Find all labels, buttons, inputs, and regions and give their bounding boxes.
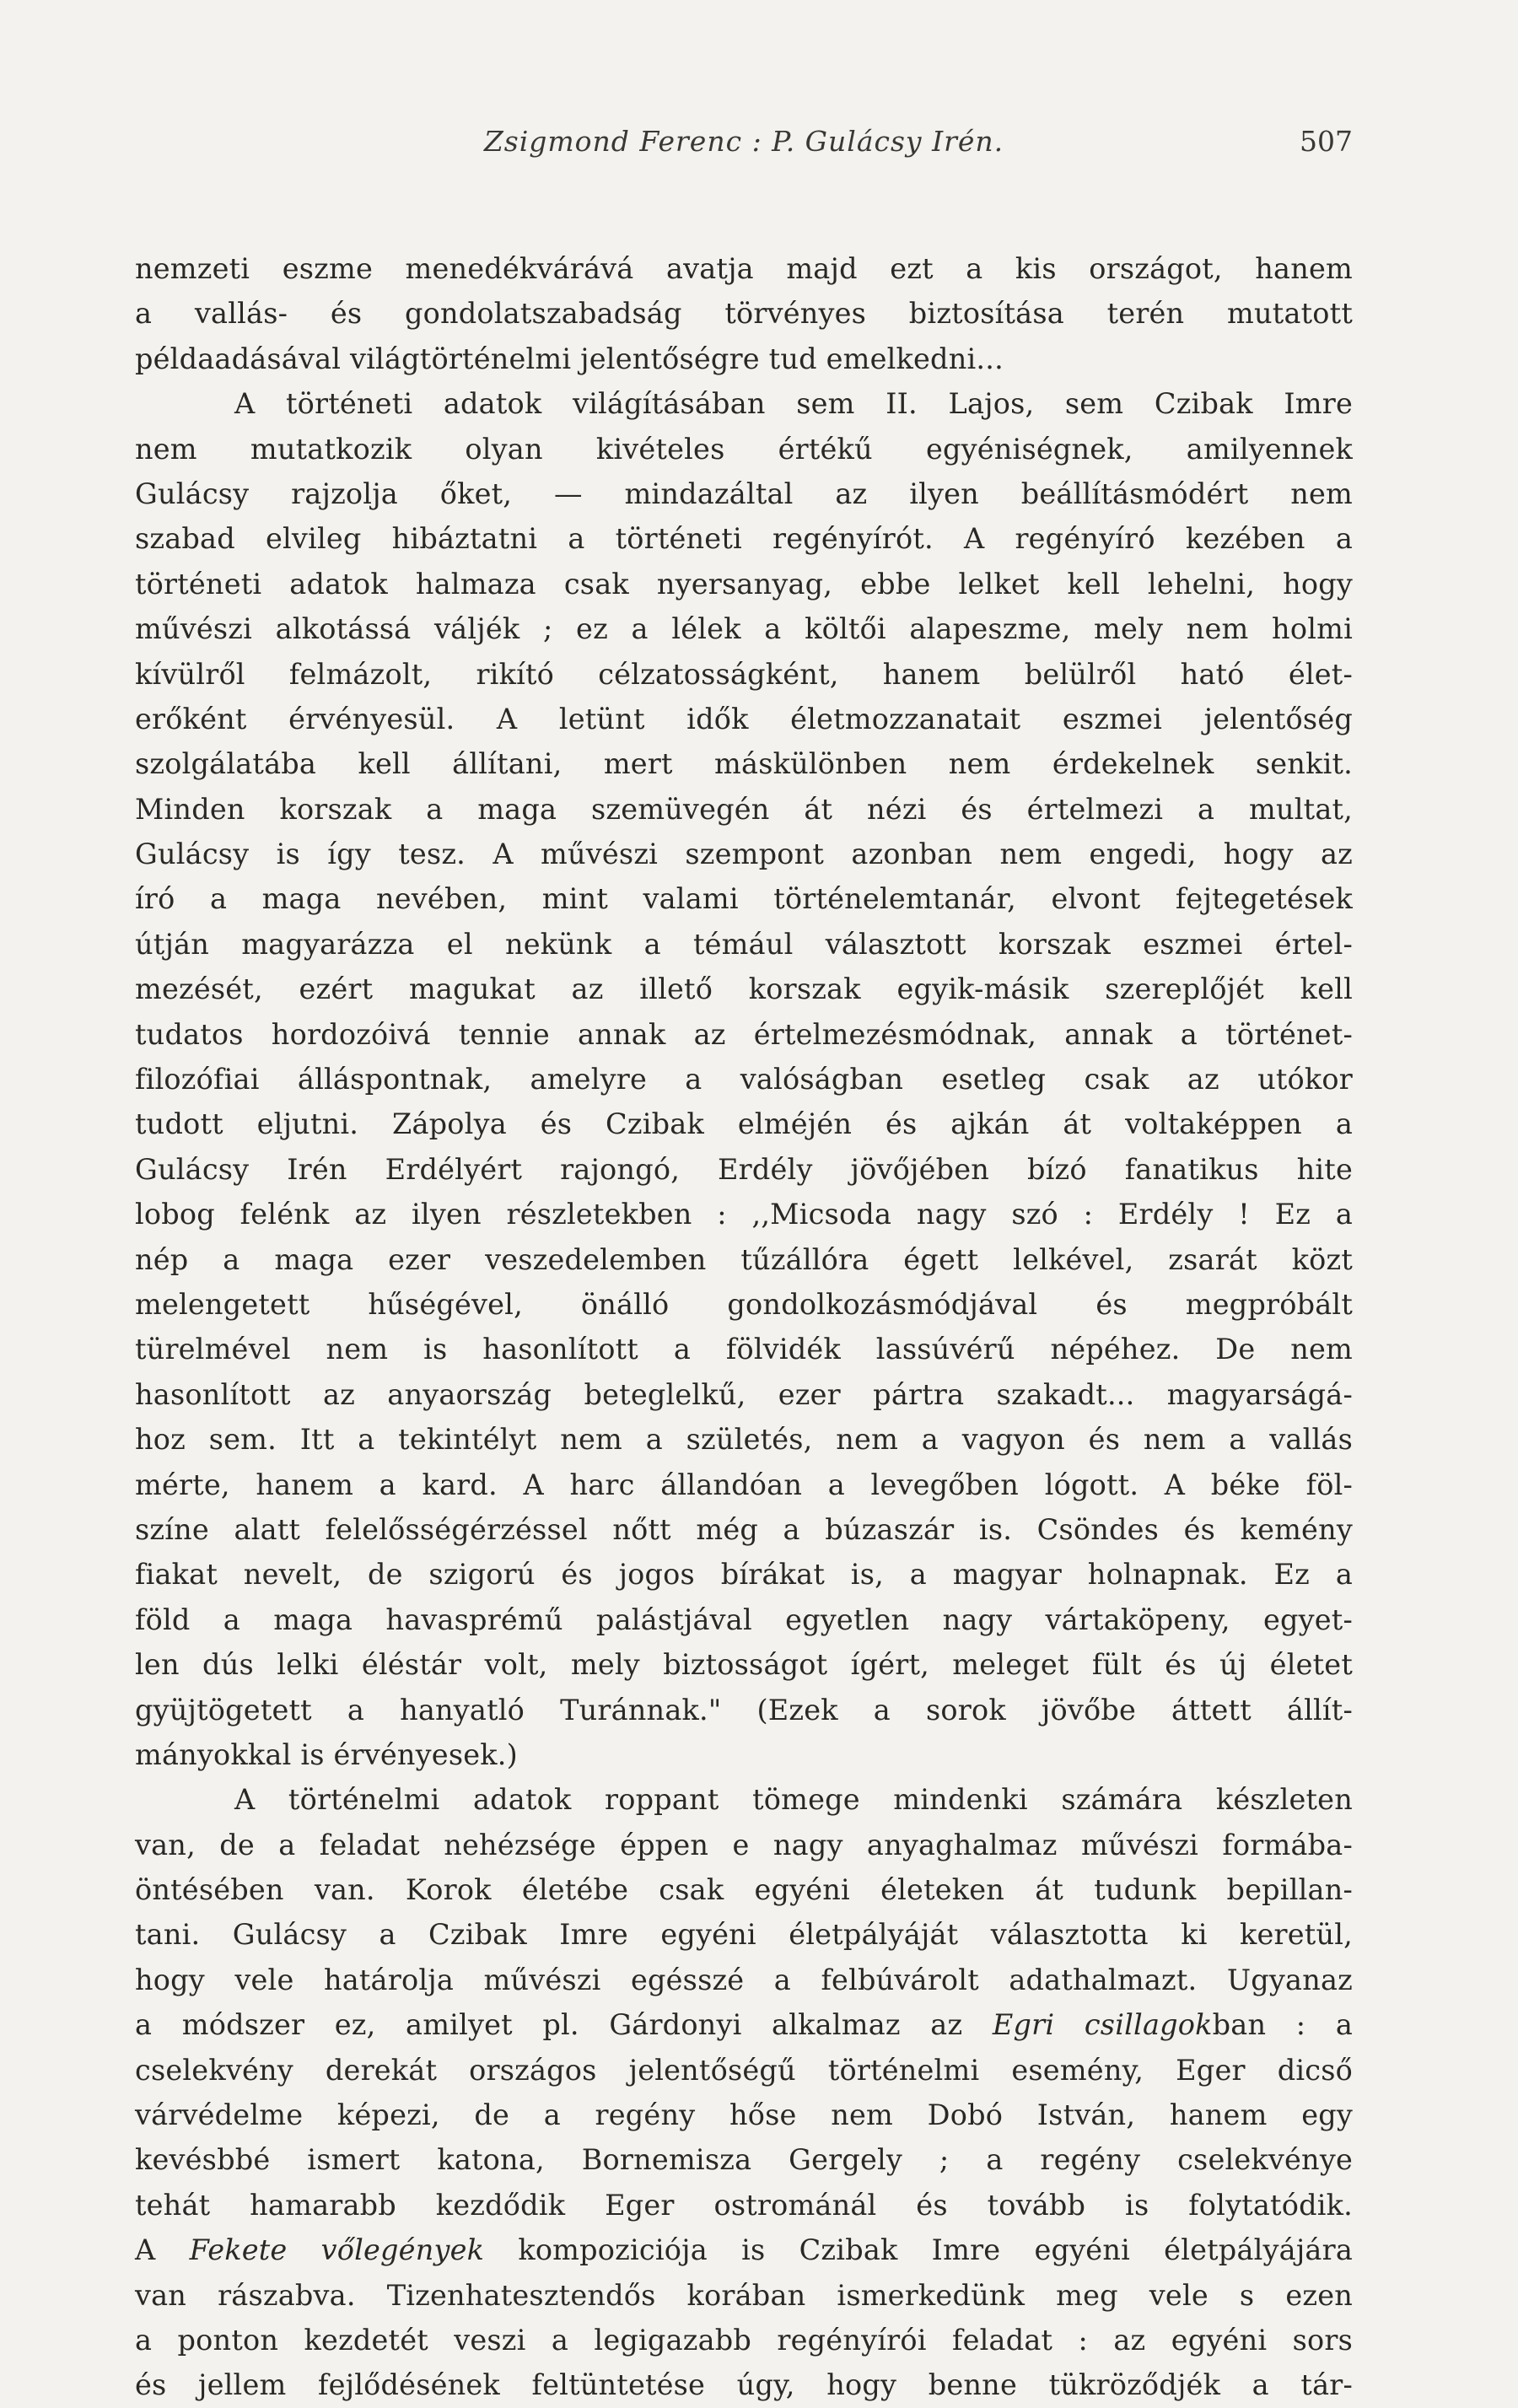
text-segment: ban : a xyxy=(1212,2008,1353,2042)
book-title-egri-csillagok: Egri csillagok xyxy=(992,2008,1213,2042)
text-line: fiakat nevelt, de szigorú és jogos bírákat is, a magyar holnapnak. Ez a xyxy=(135,1558,1353,1592)
text-line: filozófiai álláspontnak, amelyre a valóságban esetleg csak az utókor xyxy=(135,1063,1353,1096)
text-line: a vallás- és gondolatszabadság törvényes biztosítása terén mutatott xyxy=(135,297,1353,331)
text-line: gyüjtögetett a hanyatló Turánnak." (Ezek a sorok jövőbe áttett állít- xyxy=(135,1693,1353,1727)
text-line: tehát hamarabb kezdődik Eger ostrománál és tovább is folytatódik. xyxy=(135,2188,1353,2222)
text-line: mérte, hanem a kard. A harc állandóan a levegőben lógott. A béke föl- xyxy=(135,1468,1353,1501)
page-number: 507 xyxy=(1300,125,1353,158)
text-line: türelmével nem is hasonlított a fölvidék lassúvérű népéhez. De nem xyxy=(135,1333,1353,1366)
text-line: szolgálatába kell állítani, mert máskülönben nem érdekelnek senkit. xyxy=(135,747,1353,781)
text-line: mezését, ezért magukat az illető korszak egyik-másik szereplőjét kell xyxy=(135,972,1353,1006)
text-line: nép a maga ezer veszedelemben tűzállóra égett lelkével, zsarát közt xyxy=(135,1242,1353,1276)
text-line: föld a maga havasprémű palástjával egyetlen nagy vártaköpeny, egyet- xyxy=(135,1603,1353,1636)
text-line: hasonlított az anyaország beteglelkű, ezer pártra szakadt... magyarságá- xyxy=(135,1377,1353,1411)
text-line: van, de a feladat nehézsége éppen e nagy anyaghalmaz művészi formába- xyxy=(135,1828,1353,1861)
text-line: példaadásával világtörténelmi jelentőségre tud emelkedni... xyxy=(135,342,1004,375)
text-line: tudott eljutni. Zápolya és Czibak elméjén és ajkán át voltaképpen a xyxy=(135,1107,1353,1141)
text-line: művészi alkotássá váljék ; ez a lélek a költői alapeszme, mely nem holmi xyxy=(135,612,1353,646)
text-line: Gulácsy is így tesz. A művészi szempont azonban nem engedi, hogy az xyxy=(135,838,1353,871)
text-line: öntésében van. Korok életébe csak egyéni életeken át tudunk bepillan- xyxy=(135,1873,1353,1907)
text-line: mányokkal is érvényesek.) xyxy=(135,1737,518,1771)
text-line: szabad elvileg hibáztatni a történeti regényírót. A regényíró kezében a xyxy=(135,522,1353,556)
text-line: nem mutatkozik olyan kivételes értékű egyéniségnek, amilyennek xyxy=(135,432,1353,466)
text-line: hoz sem. Itt a tekintélyt nem a születés, nem a vagyon és nem a vallás xyxy=(135,1423,1353,1457)
text-line: cselekvény derekát országos jelentőségű történelmi esemény, Eger dicső xyxy=(135,2053,1353,2087)
text-line: író a maga nevében, mint valami történelemtanár, elvont fejtegetések xyxy=(135,882,1353,916)
text-line: van rászabva. Tizenhatesztendős korában ismerkedünk meg vele s ezen xyxy=(135,2278,1353,2312)
text-line: erőként érvényesül. A letünt idők életmozzanatait eszmei jelentőség xyxy=(135,702,1353,735)
text-line: A történeti adatok világításában sem II. Lajos, sem Czibak Imre xyxy=(234,387,1353,421)
text-line: tudatos hordozóivá tennie annak az értelmezésmódnak, annak a történet- xyxy=(135,1017,1353,1051)
text-line: várvédelme képezi, de a regény hőse nem Dobó István, hanem egy xyxy=(135,2098,1353,2132)
text-line: Gulácsy Irén Erdélyért rajongó, Erdély jövőjében bízó fanatikus hite xyxy=(135,1152,1353,1186)
text-line: kevésbbé ismert katona, Bornemisza Gergely ; a regény cselekvénye xyxy=(135,2143,1353,2177)
text-segment: a módszer ez, amilyet pl. Gárdonyi alkalmaz az xyxy=(135,2008,993,2042)
text-line: Gulácsy rajzolja őket, — mindazáltal az ilyen beállításmódért nem xyxy=(135,477,1353,510)
text-line: történeti adatok halmaza csak nyersanyag, ebbe lelket kell lehelni, hogy xyxy=(135,567,1353,601)
running-head xyxy=(135,125,1353,167)
text-line: és jellem fejlődésének feltüntetése úgy, hogy benne tükröződjék a tár- xyxy=(135,2368,1353,2402)
text-segment: kompoziciója is Czibak Imre egyéni életpályájára xyxy=(484,2233,1353,2267)
text-line: len dús lelki éléstár volt, mely biztosságot ígért, meleget fült és új életet xyxy=(135,1648,1353,1682)
text-line: tani. Gulácsy a Czibak Imre egyéni életpályáját választotta ki keretül, xyxy=(135,1918,1353,1952)
text-segment: A xyxy=(135,2233,190,2267)
running-title: Zsigmond Ferenc : P. Gulácsy Irén. xyxy=(483,125,1004,158)
text-line: lobog felénk az ilyen részletekben : ,,Micsoda nagy szó : Erdély ! Ez a xyxy=(135,1198,1353,1231)
text-line: kívülről felmázolt, rikító célzatosságként, hanem belülről ható élet- xyxy=(135,657,1353,691)
text-line: színe alatt felelősségérzéssel nőtt még a búzaszár is. Csöndes és kemény xyxy=(135,1512,1353,1546)
text-line: nemzeti eszme menedékvárává avatja majd ezt a kis országot, hanem xyxy=(135,252,1353,285)
text-line: útján magyarázza el nekünk a témául választott korszak eszmei értel- xyxy=(135,927,1353,961)
text-line: A történelmi adatok roppant tömege mindenki számára készleten xyxy=(234,1783,1353,1817)
book-title-fekete-volegenyek: Fekete vőlegények xyxy=(189,2233,485,2267)
text-line: melengetett hűségével, önálló gondolkozásmódjával és megpróbált xyxy=(135,1287,1353,1321)
text-line: a ponton kezdetét veszi a legigazabb regényírói feladat : az egyéni sors xyxy=(135,2323,1353,2357)
text-line: hogy vele határolja művészi egésszé a felbúvárolt adathalmazt. Ugyanaz xyxy=(135,1963,1353,1996)
text-line: Minden korszak a maga szemüvegén át nézi és értelmezi a multat, xyxy=(135,792,1353,826)
text-line-fekete xyxy=(135,2228,1353,2272)
body-text xyxy=(135,246,1353,2408)
text-line-egri xyxy=(135,2002,1353,2047)
